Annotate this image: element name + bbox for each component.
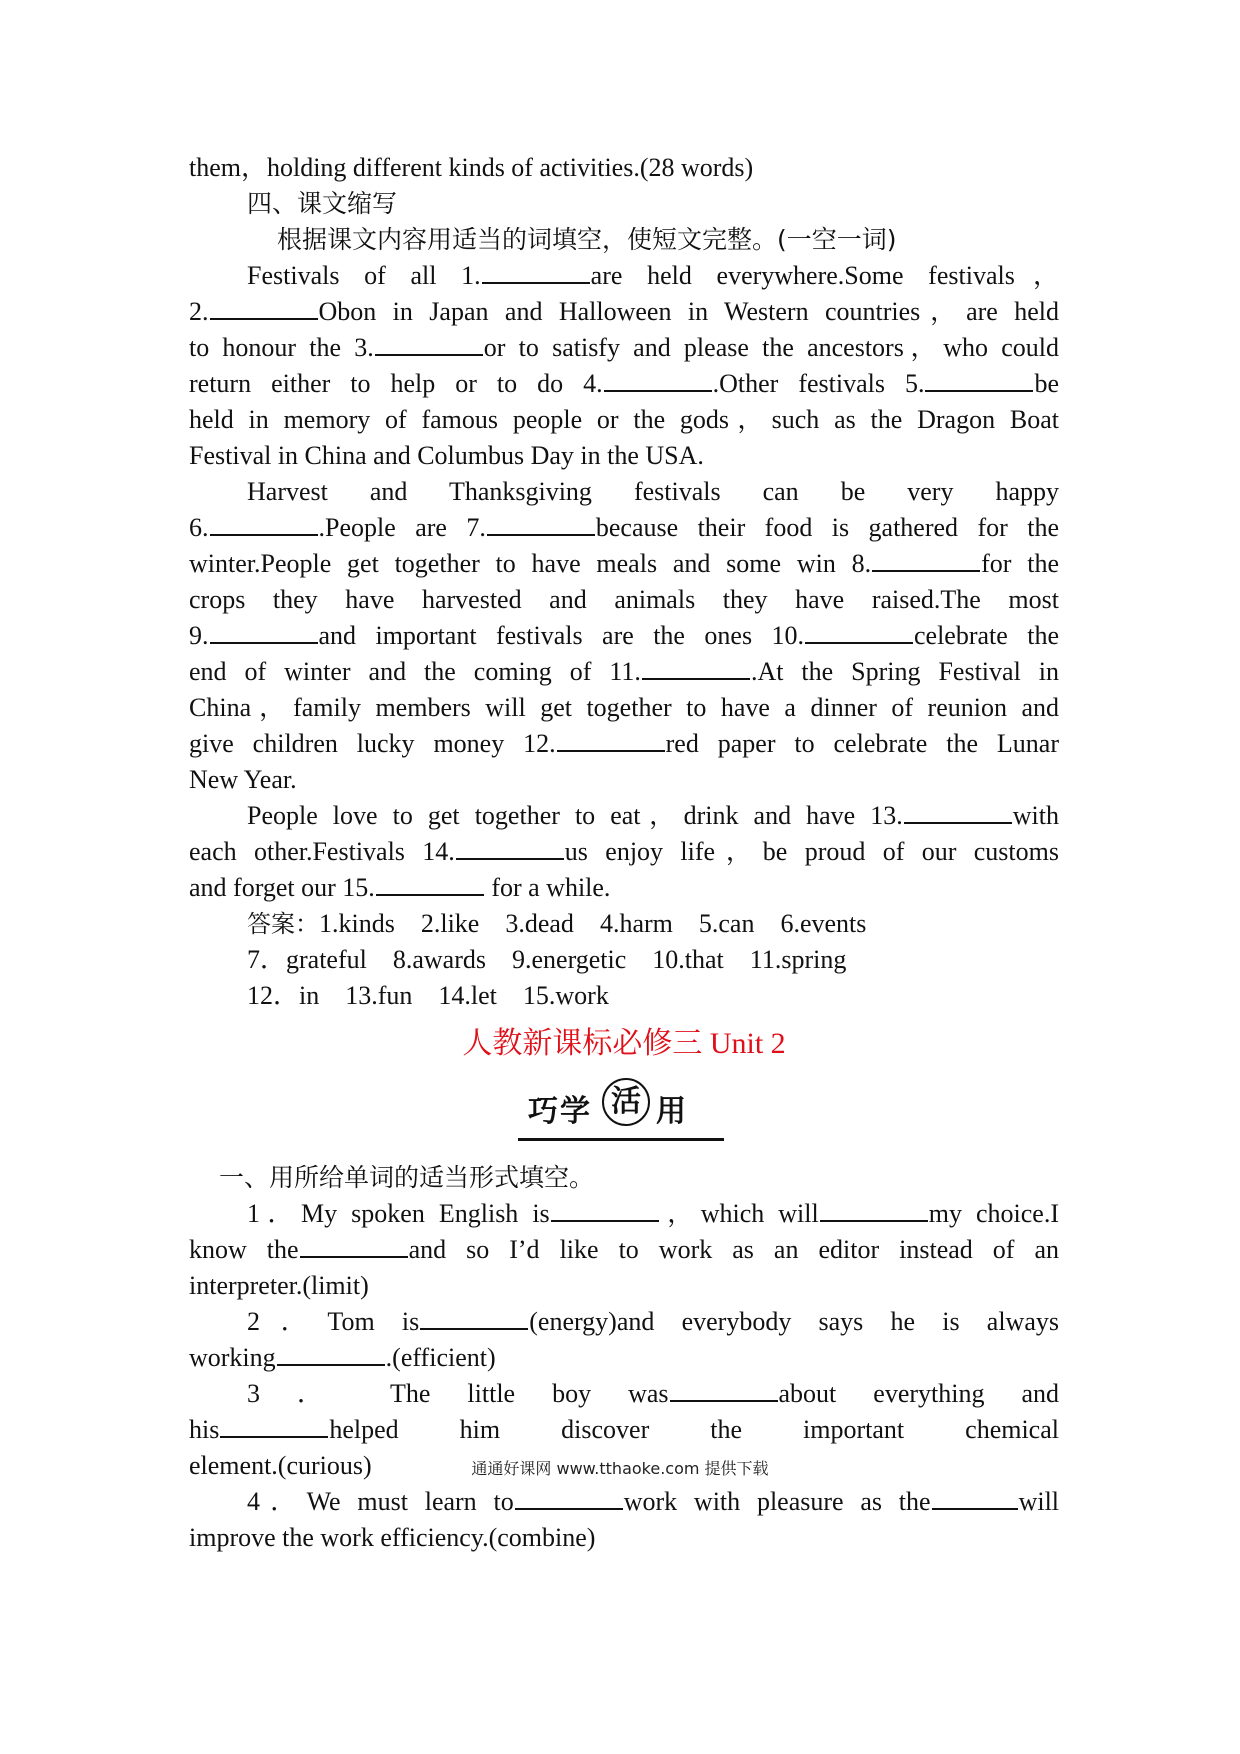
answer-blank[interactable]	[872, 546, 980, 572]
answer-blank[interactable]	[456, 834, 564, 860]
answer-blank[interactable]	[376, 870, 484, 896]
answer-blank[interactable]	[487, 510, 595, 536]
question-line: improve the work efficiency.(combine)	[189, 1523, 596, 1552]
answer-row: 12．in 13.fun 14.let 15.work	[247, 981, 609, 1010]
answer-blank[interactable]	[904, 798, 1012, 824]
instruction: 根据课文内容用适当的词填空，使短文完整。(一空一词)	[277, 225, 897, 254]
answer-blank[interactable]	[805, 618, 913, 644]
answer-blank[interactable]	[515, 1484, 623, 1510]
text-line: Festival in China and Columbus Day in the USA.	[189, 441, 704, 470]
answer-row: 答案：1.kinds 2.like 3.dead 4.harm 5.can 6.events	[247, 909, 867, 938]
answer-blank[interactable]	[820, 1196, 928, 1222]
text-line: Festivals of all 1. are held everywhere.Some festivals，	[189, 258, 1059, 294]
answer-blank[interactable]	[210, 618, 318, 644]
text-line: return either to help or to do 4. .Other festivals 5. be	[189, 366, 1059, 402]
question-line: his helped him discover the important chemical	[189, 1412, 1059, 1448]
logo-text-right: 用	[656, 1094, 688, 1129]
answer-label: 答案：	[247, 910, 319, 938]
answer-row: 7．grateful 8.awards 9.energetic 10.that 11.spring	[247, 945, 847, 974]
text-line: People love to get together to eat，drink and have 13. with	[189, 798, 1059, 834]
text-line: New Year.	[189, 765, 297, 794]
logo-circle-char: 活	[602, 1078, 650, 1126]
answer-blank[interactable]	[925, 366, 1033, 392]
text-line: them，holding different kinds of activities.(28 words)	[189, 153, 754, 182]
unit-title: 人教新课标必修三 Unit 2	[462, 1027, 786, 1060]
question-line: 3 ． The little boy was about everything and	[189, 1376, 1059, 1412]
text-line: give children lucky money 12. red paper to celebrate the Lunar	[189, 726, 1059, 762]
text-line: 9. and important festivals are the ones 10. celebrate the	[189, 618, 1059, 654]
answer-blank[interactable]	[375, 330, 483, 356]
section-logo	[189, 1074, 1059, 1148]
answer-blank[interactable]	[420, 1304, 528, 1330]
answer-blank[interactable]	[220, 1412, 328, 1438]
answer-blank[interactable]	[482, 258, 590, 284]
text-line: each other.Festivals 14. us enjoy life，be proud of our customs	[189, 834, 1059, 870]
question-line: 1．My spoken English is ，which will my choice.I	[189, 1196, 1059, 1232]
document-page	[189, 150, 1059, 1556]
text-line: end of winter and the coming of 11. .At the Spring Festival in	[189, 654, 1059, 690]
question-line: 4．We must learn to work with pleasure as the will	[189, 1484, 1059, 1520]
question-line: 2．Tom is (energy)and everybody says he is always	[189, 1304, 1059, 1340]
answer-blank[interactable]	[604, 366, 712, 392]
text-line: held in memory of famous people or the gods，such as the Dragon Boat	[189, 405, 1059, 434]
text-line: crops they have harvested and animals they have raised.The most	[189, 585, 1059, 614]
section-heading: 一、用所给单词的适当形式填空。	[219, 1163, 595, 1192]
text-line: China，family members will get together to have a dinner of reunion and	[189, 693, 1059, 722]
answer-blank[interactable]	[210, 294, 318, 320]
question-line: element.(curious)	[189, 1451, 372, 1480]
section-heading: 四、课文缩写	[247, 189, 398, 218]
logo-text-left: 巧学	[528, 1094, 592, 1129]
answer-blank[interactable]	[210, 510, 318, 536]
answer-blank[interactable]	[551, 1196, 659, 1222]
text-line: 2. Obon in Japan and Halloween in Western countries，are held	[189, 294, 1059, 330]
answer-blank[interactable]	[277, 1340, 385, 1366]
question-line: working .(efficient)	[189, 1340, 1059, 1376]
text-line: 6. .People are 7. because their food is gathered for the	[189, 510, 1059, 546]
text-line: Harvest and Thanksgiving festivals can be very happy	[247, 477, 1059, 506]
answer-blank[interactable]	[557, 726, 665, 752]
answer-blank[interactable]	[642, 654, 750, 680]
question-line: interpreter.(limit)	[189, 1271, 369, 1300]
answer-blank[interactable]	[300, 1232, 408, 1258]
answer-blank[interactable]	[670, 1376, 778, 1402]
question-line: know the and so I’d like to work as an editor instead of an	[189, 1232, 1059, 1268]
answer-blank[interactable]	[932, 1484, 1018, 1510]
text-line: to honour the 3. or to satisfy and please the ancestors，who could	[189, 330, 1059, 366]
page-footer: 通通好课网 www.tthaoke.com 提供下载	[471, 1459, 769, 1478]
text-line: and forget our 15. for a while.	[189, 870, 1059, 906]
text-line: winter.People get together to have meals and some win 8. for the	[189, 546, 1059, 582]
